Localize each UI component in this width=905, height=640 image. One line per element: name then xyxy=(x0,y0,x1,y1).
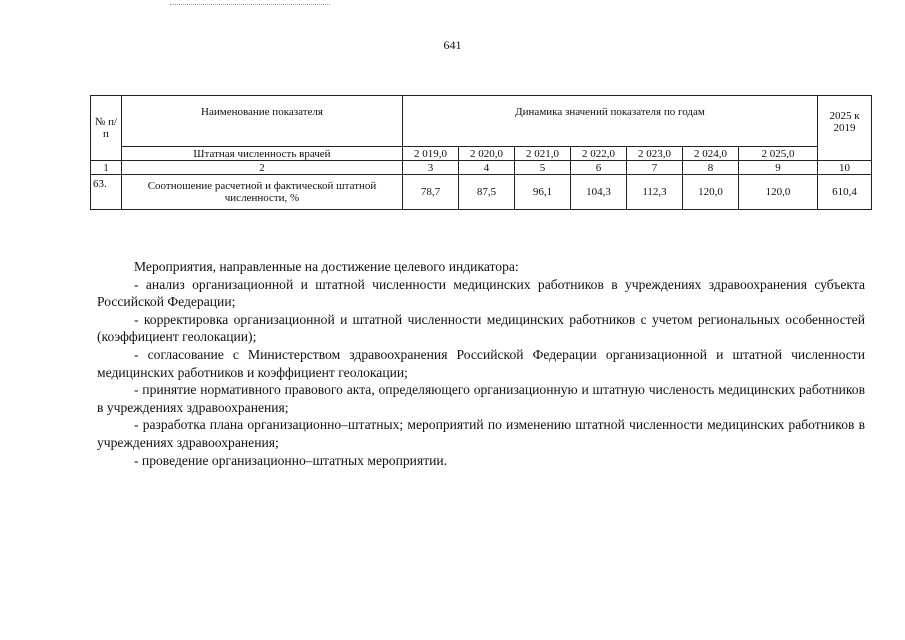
indicator-table xyxy=(90,95,872,210)
row-number: 63. xyxy=(91,175,122,210)
col-name-header: Наименование показателя xyxy=(122,96,403,147)
scan-artifact xyxy=(170,4,330,8)
column-number: 10 xyxy=(818,161,872,175)
subheader-label: Штатная численность врачей xyxy=(122,147,403,161)
year-cell: 2 023,0 xyxy=(627,147,683,161)
year-cell: 2 025,0 xyxy=(739,147,818,161)
measure-item: - разработка плана организационно–штатных; мероприятий по изменению штатной численности медицинских работников в учреждениях здравоохранения; xyxy=(97,417,865,450)
column-number: 5 xyxy=(515,161,571,175)
value-cell: 120,0 xyxy=(739,175,818,210)
column-number: 2 xyxy=(122,161,403,175)
total-cell: 610,4 xyxy=(818,175,872,210)
measure-item: - анализ организационной и штатной численности медицинских работников в учреждениях здравоохранения субъекта Российской Федерации; xyxy=(97,276,865,310)
year-cell: 2 019,0 xyxy=(403,147,459,161)
table-row xyxy=(91,175,872,210)
dynamics-header: Динамика значений показателя по годам xyxy=(403,96,818,147)
indicator-name: Соотношение расчетной и фактической штатной численности, % xyxy=(122,175,403,210)
col-num-header: № п/п xyxy=(91,96,122,161)
value-cell: 112,3 xyxy=(627,175,683,210)
table-header-row xyxy=(91,96,872,147)
measure-item: - проведение организационно–штатных мероприятии. xyxy=(134,452,448,468)
table-subheader-row xyxy=(91,147,872,161)
year-cell: 2 024,0 xyxy=(683,147,739,161)
last-col-header: 2025 к 2019 xyxy=(818,96,872,161)
column-number: 8 xyxy=(683,161,739,175)
column-numbers-row xyxy=(91,161,872,175)
column-number: 3 xyxy=(403,161,459,175)
value-cell: 104,3 xyxy=(571,175,627,210)
column-number: 4 xyxy=(459,161,515,175)
value-cell: 120,0 xyxy=(683,175,739,210)
measure-item: - согласование с Министерством здравоохранения Российской Федерации организационной и штатной численности медицинских работников и коэффициент геолокации; xyxy=(97,346,865,380)
measure-item: - принятие нормативного правового акта, определяющего организационную и штатную численость медицинских работников в учреждениях здравоохранения; xyxy=(97,382,865,415)
value-cell: 96,1 xyxy=(515,175,571,210)
column-number: 9 xyxy=(739,161,818,175)
page-number: 641 xyxy=(443,38,462,52)
column-number: 1 xyxy=(91,161,122,175)
column-number: 7 xyxy=(627,161,683,175)
year-cell: 2 020,0 xyxy=(459,147,515,161)
value-cell: 87,5 xyxy=(459,175,515,210)
year-cell: 2 022,0 xyxy=(571,147,627,161)
value-cell: 78,7 xyxy=(403,175,459,210)
year-cell: 2 021,0 xyxy=(515,147,571,161)
measures-text xyxy=(97,258,865,469)
measures-intro: Мероприятия, направленные на достижение целевого индикатора: xyxy=(134,259,519,274)
column-number: 6 xyxy=(571,161,627,175)
measure-item: - корректировка организационной и штатной численности медицинских работников с учетом региональных особенностей (коэффициент геолокации); xyxy=(97,311,865,345)
